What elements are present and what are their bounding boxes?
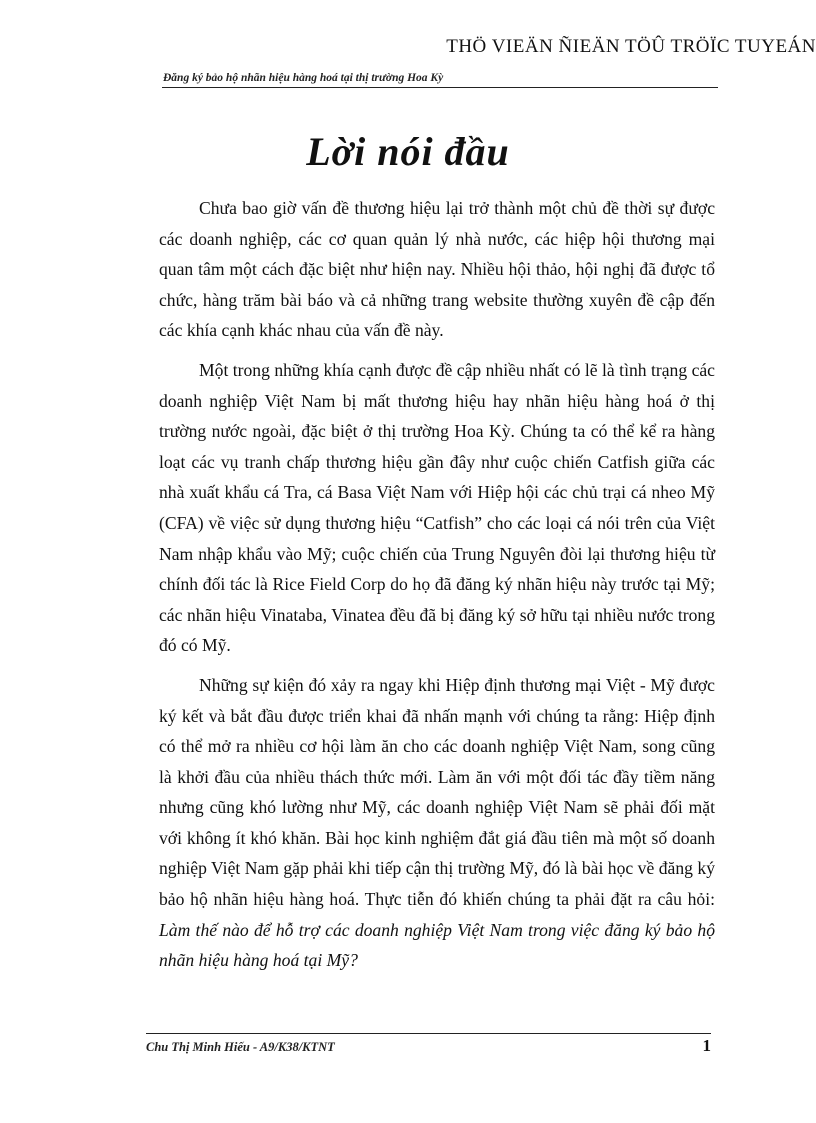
running-title: Đăng ký bảo hộ nhãn hiệu hàng hoá tại thị trường Hoa Kỳ	[163, 72, 444, 84]
page-number: 1	[702, 1036, 711, 1055]
running-header	[162, 72, 718, 88]
page-footer	[146, 1033, 711, 1056]
paragraph-2: Một trong những khía cạnh được đề cập nhiều nhất có lẽ là tình trạng các doanh nghiệp Việt Nam bị mất thương hiệu hay nhãn hiệu hàng hoá ở thị trường nước ngoài, đặc biệt ở thị trường Hoa Kỳ. Chúng ta có thể kể ra hàng loạt các vụ tranh chấp thương hiệu gần đây như cuộc chiến Catfish giữa các nhà xuất khẩu cá Tra, cá Basa Việt Nam với Hiệp hội các chủ trại cá nheo Mỹ (CFA) về việc sử dụng thương hiệu “Catfish” cho các loại cá nói trên của Việt Nam nhập khẩu vào Mỹ; cuộc chiến của Trung Nguyên đòi lại thương hiệu từ chính đối tác là Rice Field Corp do họ đã đăng ký nhãn hiệu này trước tại Mỹ; các nhãn hiệu Vinataba, Vinatea đều đã bị đăng ký sở hữu tại nhiều nước trong đó có Mỹ.	[159, 359, 715, 656]
page-title: Lời nói đầu	[306, 129, 510, 174]
footer-author: Chu Thị Minh Hiếu - A9/K38/KTNT	[146, 1040, 335, 1054]
paragraph-3-text: Những sự kiện đó xảy ra ngay khi Hiệp định thương mại Việt - Mỹ được ký kết và bắt đầu được triển khai đã nhấn mạnh với chúng ta rằng: Hiệp định có thể mở ra nhiều cơ hội làm ăn cho các doanh nghiệp Việt Nam, song cũng là khởi đầu của nhiều thách thức mới. Làm ăn với một đối tác đầy tiềm năng nhưng cũng khó lường như Mỹ, các doanh nghiệp Việt Nam sẽ phải đối mặt với không ít khó khăn. Bài học kinh nghiệm đắt giá đầu tiên mà một số doanh nghiệp Việt Nam gặp phải khi tiếp cận thị trường Mỹ, đó là bài học về đăng ký bảo hộ nhãn hiệu hàng hoá. Thực tiễn đó khiến chúng ta phải đặt ra câu hỏi:	[159, 674, 715, 910]
paragraph-3	[159, 670, 715, 976]
paragraph-1: Chưa bao giờ vấn đề thương hiệu lại trở thành một chủ đề thời sự được các doanh nghiệp, các cơ quan quản lý nhà nước, các hiệp hội thương mại quan tâm một cách đặc biệt như hiện nay. Nhiều hội thảo, hội nghị đã được tổ chức, hàng trăm bài báo và cả những trang website thường xuyên đề cập đến các khía cạnh khác nhau của vấn đề này.	[159, 198, 715, 341]
watermark-text: THÖ VIEÄN ÑIEÄN TÖÛ TRÖÏC TUYEÁN	[446, 36, 816, 57]
research-question: Làm thế nào để hỗ trợ các doanh nghiệp Việt Nam trong việc đăng ký bảo hộ nhãn hiệu hàng hoá tại Mỹ?	[159, 919, 715, 971]
header-rule	[162, 87, 718, 88]
body-text	[159, 193, 715, 985]
